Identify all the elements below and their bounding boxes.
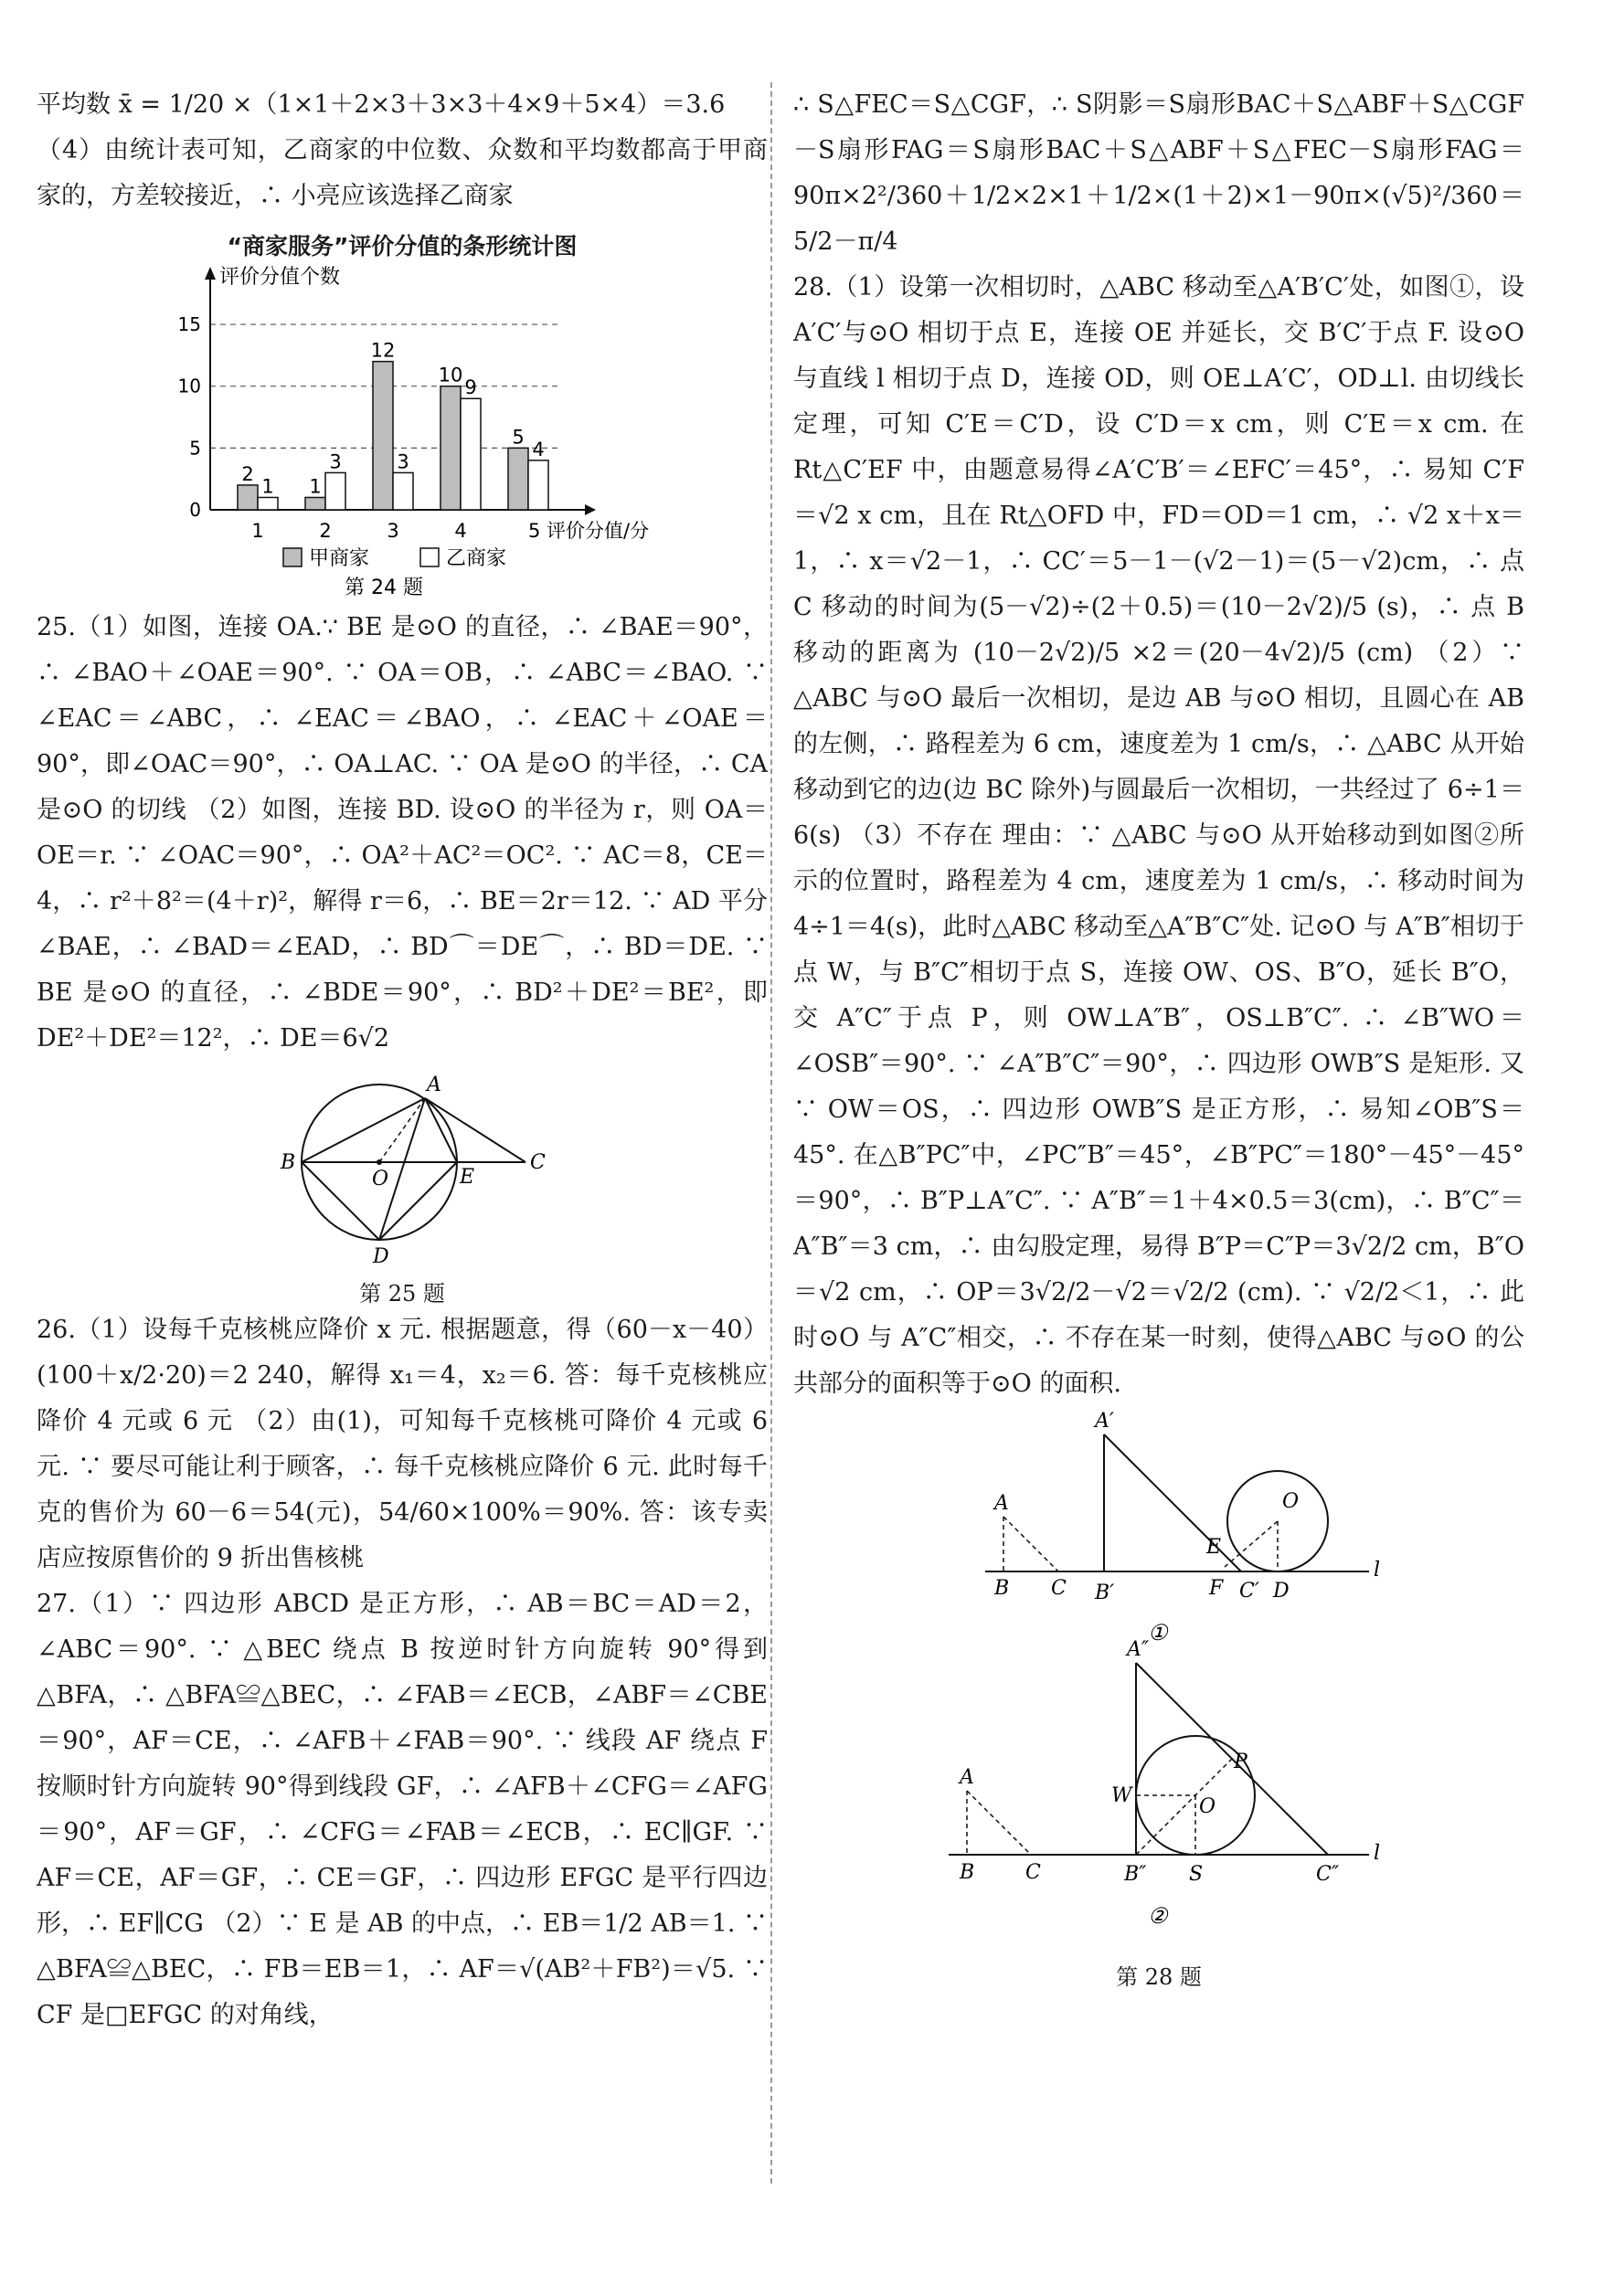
bar-value-b-1: 1	[261, 475, 274, 498]
bar-b-2	[325, 472, 345, 510]
label-c: C	[530, 1151, 546, 1174]
answer-27-continued: ∴ S△FEC＝S△CGF，∴ S阴影＝S扇形BAC＋S△ABF＋S△CGF－S扇形FAG＝S扇形BAC＋S△ABF＋S△FEC－S扇形FAG＝90π×2²/360＋1/2×2×1＋1/2×(1＋2)×1－90π×(√5)²/360＝5/2－π/4	[793, 90, 1524, 256]
bar-value-a-5: 5	[512, 426, 525, 449]
legend-label-a: 甲商家	[309, 547, 370, 570]
bar-a-5	[508, 448, 528, 510]
label-b: B	[281, 1151, 296, 1174]
label-f-1: F	[1209, 1577, 1224, 1600]
line-oa	[379, 1098, 425, 1162]
label-l-2: l	[1374, 1842, 1381, 1865]
answer-28: 28.（1）设第一次相切时，△ABC 移动至△A′B′C′处，如图①，设 A′C′与⊙O 相切于点 E，连接 OE 并延长，交 B′C′于点 F. 设⊙O 与直线 l 相切于点 D，连接 OD，则 OE⊥A′C′，OD⊥l. 由切线长定理，可知 C′E＝C′D，设 C′D＝x cm，则 C′E＝x cm. 在 Rt△C′EF 中，由题意易得∠A′C′B′＝∠EFC′＝45°，∴ 易知 C′F＝√2 x cm，且在 Rt△OFD 中，FD＝OD＝1 cm，∴ √2 x＋x＝1，∴ x＝√2－1，∴ CC′＝5－1－(√2－1)＝(5－√2)cm，∴ 点 C 移动的时间为(5－√2)÷(2＋0.5)＝(10－2√2)/5 (s)，∴ 点 B 移动的距离为 (10－2√2)/5 ×2＝(20－4√2)/5 (cm) （2）∵ △ABC 与⊙O 最后一次相切，是边 AB 与⊙O 相切，且圆心在 AB 的左侧，∴ 路程差为 6 cm，速度差为 1 cm/s，∴ △ABC 从开始移动到它的边(边 BC 除外)与圆最后一次相切，一共经过了 6÷1＝6(s) （3）不存在 理由：∵ △ABC 与⊙O 从开始移动到如图②所示的位置时，路程差为 4 cm，速度差为 1 cm/s，∴ 移动时间为 4÷1＝4(s)，此时△ABC 移动至△A″B″C″处. 记⊙O 与 A″B″相切于点 W，与 B″C″相切于点 S，连接 OW、OS、B″O，延长 B″O，交 A″C″于点 P，则 OW⊥A″B″，OS⊥B″C″. ∴ ∠B″WO＝∠OSB″＝90°. ∵ ∠A″B″C″＝90°，∴ 四边形 OWB″S 是矩形. 又∵ OW＝OS，∴ 四边形 OWB″S 是正方形，∴ 易知∠OB″S＝45°. 在△B″PC″中，∠PC″B″＝45°，∠B″PC″＝180°－45°－45°＝90°，∴ B″P⊥A″C″. ∵ A″B″＝1＋4×0.5＝3(cm)，∴ B″C″＝A″B″＝3 cm，∴ 由勾股定理，易得 B″P＝C″P＝3√2/2 cm，B″O＝√2 cm，∴ OP＝3√2/2－√2＝√2/2 (cm). ∵ √2/2＜1，∴ 此时⊙O 与 A″C″相交，∴ 不存在某一时刻，使得△ABC 与⊙O 的公共部分的面积等于⊙O 的面积.	[793, 273, 1524, 1398]
label-o-1: O	[1282, 1490, 1300, 1513]
figure-28-num-2: ②	[1148, 1903, 1168, 1929]
label-p-2: P	[1234, 1751, 1247, 1773]
label-l-1: l	[1374, 1559, 1381, 1582]
label-b-1: B	[994, 1577, 1010, 1600]
label-b2: B″	[1124, 1863, 1147, 1886]
x-axis-arrow	[585, 504, 596, 515]
label-a: A	[427, 1074, 441, 1096]
legend-swatch-b	[420, 548, 439, 566]
bar-a-4	[441, 386, 461, 510]
label-a-1: A	[994, 1492, 1009, 1515]
label-d: D	[373, 1245, 389, 1268]
chart-caption: 第 24 题	[345, 577, 423, 599]
bar-a-2	[305, 497, 325, 510]
x-tick-label-4: 4	[454, 520, 467, 542]
chart-title: “商家服务”评价分值的条形统计图	[227, 233, 578, 259]
y-axis-label: 评价分值个数	[219, 266, 341, 289]
label-e: E	[460, 1166, 475, 1189]
bar-value-b-2: 3	[329, 450, 342, 473]
label-o: O	[372, 1168, 389, 1190]
answer-27: 27.（1）∵ 四边形 ABCD 是正方形，∴ AB＝BC＝AD＝2，∠ABC＝90°. ∵ △BEC 绕点 B 按逆时针方向旋转 90°得到△BFA，∴ △BFA≌△BEC，∴ ∠FAB＝∠ECB，∠ABF＝∠CBE＝90°，AF＝CE，∴ ∠AFB＋∠FAB＝90°. ∵ 线段 AF 绕点 F 按顺时针方向旋转 90°得到线段 GF，∴ ∠AFB＋∠CFG＝∠AFG＝90°，AF＝GF，∴ ∠CFG＝∠FAB＝∠ECB，∴ EC∥GF. ∵ AF＝CE，AF＝GF，∴ CE＝GF，∴ 四边形 EFGC 是平行四边形，∴ EF∥CG （2）∵ E 是 AB 的中点，∴ EB＝1/2 AB＝1. ∵ △BFA≌△BEC，∴ FB＝EB＝1，∴ AF＝√(AB²＋FB²)＝√5. ∵ CF 是□EFGC 的对角线，	[37, 1590, 768, 2029]
label-b1: B′	[1095, 1582, 1115, 1604]
bar-b-1	[258, 497, 278, 510]
x-tick-label-1: 1	[251, 520, 264, 542]
x-tick-label-2: 2	[319, 520, 332, 542]
label-c1: C′	[1239, 1580, 1259, 1603]
figure-25	[37, 1062, 768, 1307]
mean-line: 平均数 x̄ = 1/20 ×（1×1＋2×3＋3×3＋4×9＋5×4）＝3.6	[37, 90, 726, 119]
bar-value-a-1: 2	[241, 462, 254, 485]
label-a2: A″	[1127, 1638, 1150, 1661]
bar-b-3	[393, 472, 413, 510]
label-c-2: C	[1025, 1861, 1041, 1884]
left-column	[37, 82, 768, 2038]
bar-a-1	[238, 485, 258, 510]
label-a-2: A	[960, 1766, 974, 1789]
label-b-2: B	[960, 1861, 975, 1884]
bar-chart-svg	[146, 263, 658, 601]
bar-b-5	[528, 460, 548, 510]
line-b2p-2	[1136, 1759, 1232, 1855]
figure-28-num-1: ①	[1148, 1620, 1168, 1645]
figure-25-svg	[251, 1062, 553, 1272]
bar-b-4	[461, 398, 481, 510]
label-w-2: W	[1111, 1784, 1132, 1807]
bar-value-b-3: 3	[397, 450, 409, 473]
bar-value-a-4: 10	[438, 364, 463, 386]
figure-28-caption: 第 28 题	[1116, 1964, 1202, 1990]
figure-28	[793, 1407, 1524, 1991]
line-ba	[302, 1098, 425, 1162]
figure-25-caption: 第 25 题	[359, 1281, 445, 1307]
bar-a-3	[373, 362, 393, 510]
y-tick-label-15: 15	[177, 313, 201, 336]
label-c2: C″	[1316, 1863, 1340, 1886]
label-o-2: O	[1199, 1795, 1216, 1818]
label-d-1: D	[1273, 1580, 1290, 1603]
bar-value-b-5: 4	[532, 438, 545, 460]
y-tick-label-10: 10	[177, 375, 201, 397]
point-o	[377, 1159, 382, 1165]
bar-value-a-3: 12	[370, 339, 396, 362]
bar-value-b-4: 9	[464, 376, 477, 399]
label-c-1: C	[1051, 1577, 1067, 1600]
y-axis-arrow	[205, 267, 216, 280]
legend-label-b: 乙商家	[446, 547, 507, 570]
label-e-1: E	[1206, 1536, 1222, 1559]
tri-abc-1-ac	[1003, 1517, 1058, 1571]
line-bd	[302, 1162, 379, 1240]
answer-25: 25.（1）如图，连接 OA.∵ BE 是⊙O 的直径，∴ ∠BAE＝90°，∴ ∠BAO＋∠OAE＝90°. ∵ OA＝OB，∴ ∠ABC＝∠BAO. ∵ ∠EAC＝∠ABC，∴ ∠EAC＝∠BAO，∴ ∠EAC＋∠OAE＝90°，即∠OAC＝90°，∴ OA⊥AC. ∵ OA 是⊙O 的半径，∴ CA 是⊙O 的切线 （2）如图，连接 BD. 设⊙O 的半径为 r，则 OA＝OE＝r. ∵ ∠OAC＝90°，∴ OA²＋AC²＝OC². ∵ AC＝8，CE＝4，∴ r²＋8²＝(4＋r)²，解得 r＝6，∴ BE＝2r＝12. ∵ AD 平分∠BAE，∴ ∠BAD＝∠EAD，∴ BD⌒＝DE⌒，∴ BD＝DE. ∵ BE 是⊙O 的直径，∴ ∠BDE＝90°，∴ BD²＋DE²＝BE²，即 DE²＋DE²＝12²，∴ DE＝6√2	[37, 613, 768, 1053]
label-a1: A′	[1095, 1410, 1114, 1433]
y-tick-label-5: 5	[189, 437, 201, 460]
legend-swatch-a	[283, 548, 302, 566]
x-tick-label-3: 3	[387, 520, 399, 542]
bar-chart	[37, 263, 768, 605]
tri-abc-2-ac	[967, 1791, 1031, 1855]
figure-28-svg	[912, 1407, 1406, 1955]
y-tick-label-0: 0	[189, 499, 201, 521]
bar-value-a-2: 1	[309, 475, 322, 498]
answer-24-part4: （4）由统计表可知，乙商家的中位数、众数和平均数都高于甲商家的，方差较接近，∴ 小亮应该选择乙商家	[37, 136, 768, 210]
column-divider	[770, 82, 772, 2184]
right-column	[793, 82, 1524, 1991]
x-tick-label-5: 5 评价分值/分	[528, 520, 650, 542]
label-s-2: S	[1189, 1863, 1204, 1886]
answer-26: 26.（1）设每千克核桃应降价 x 元. 根据题意，得（60－x－40）(100＋x/2·20)＝2 240，解得 x₁＝4，x₂＝6. 答：每千克核桃应降价 4 元或 6 元 （2）由(1)，可知每千克核桃可降价 4 元或 6 元. ∵ 要尽可能让利于顾客，∴ 每千克核桃应降价 6 元. 此时每千克的售价为 60－6＝54(元)，54/60×100%＝90%. 答：该专卖店应按原售价的 9 折出售核桃	[37, 1316, 768, 1572]
